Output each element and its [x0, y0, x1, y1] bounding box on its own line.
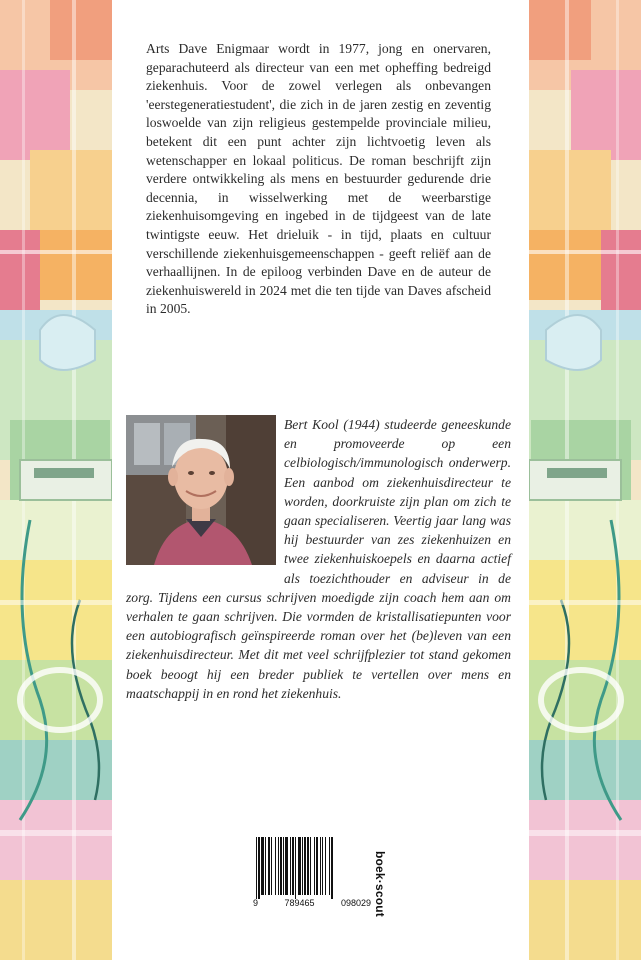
right-artwork-strip	[529, 0, 641, 960]
left-artwork-strip	[0, 0, 112, 960]
barcode-bars	[250, 833, 370, 899]
isbn-barcode	[250, 833, 370, 929]
isbn-group-2: 098029	[340, 898, 371, 908]
author-photo	[126, 415, 276, 565]
left-artwork-image	[0, 0, 112, 960]
right-artwork-image	[529, 0, 641, 960]
isbn-digits	[253, 898, 371, 908]
publisher-logo	[369, 840, 391, 928]
author-section	[126, 415, 511, 703]
isbn-lead-digit: 9	[253, 898, 259, 908]
book-synopsis: Arts Dave Enigmaar wordt in 1977, jong en onervaren, geparachuteerd als directeur van een met opheffing bedreigd ziekenhuis. Voor de zowel verlegen als onbevangen 'eerstegeneratiestudent', die zich in de jaren zestig en zeventig loswoelde van zijn religieus gestempelde provinciale milieu, betekent dit een punt achter zijn lichtvoetig leven als wetenschapper en lokaal politicus. De roman beschrijft zijn verdere ontwikkeling als mens en bestuurder gedurende drie decennia, in wisselwerking met de weerbarstige ziekenhuisomgeving en ingebed in de tijdgeest van de late twintigste eeuw. Het drieluik - in tijd, plaats en cultuur verschillende ziekenhuisgemeenschappen - geeft reliëf aan de verhaallijnen. In de epiloog verbinden Dave en de auteur de ziekenhuiswereld in 2024 met die ten tijde van Daves afscheid in 2005.	[146, 41, 491, 317]
publisher-name: boek·scout	[373, 850, 387, 918]
author-portrait-image	[126, 415, 276, 565]
author-biography: Bert Kool (1944) studeerde geneeskunde en promoveerde op een celbiologisch/immunologisch onderwerp. Een aanbod om ziekenhuisdirecteur te worden, doorkruiste zijn plan om zich te gaan specialiseren. Veertig jaar lang was hij bestuurder van zes ziekenhuizen en twee ziekenhuiskoepels en daarna actief als toezichthouder en adviseur in de zorg. Tijdens een cursus schrijven moedigde zijn coach hem aan om verhalen te gaan schrijven. Die vormden de kristallisatiepunten voor een autobiografisch geïnspireerde roman over het (be)leven van een ziekenhuisdirecteur. Met dit met veel schrijfplezier tot stand gekomen boek beoogt hij een breder publiek te vertellen over mens en maatschappij in en rond het ziekenhuis.	[126, 417, 511, 701]
isbn-group-1: 789465	[284, 898, 315, 908]
